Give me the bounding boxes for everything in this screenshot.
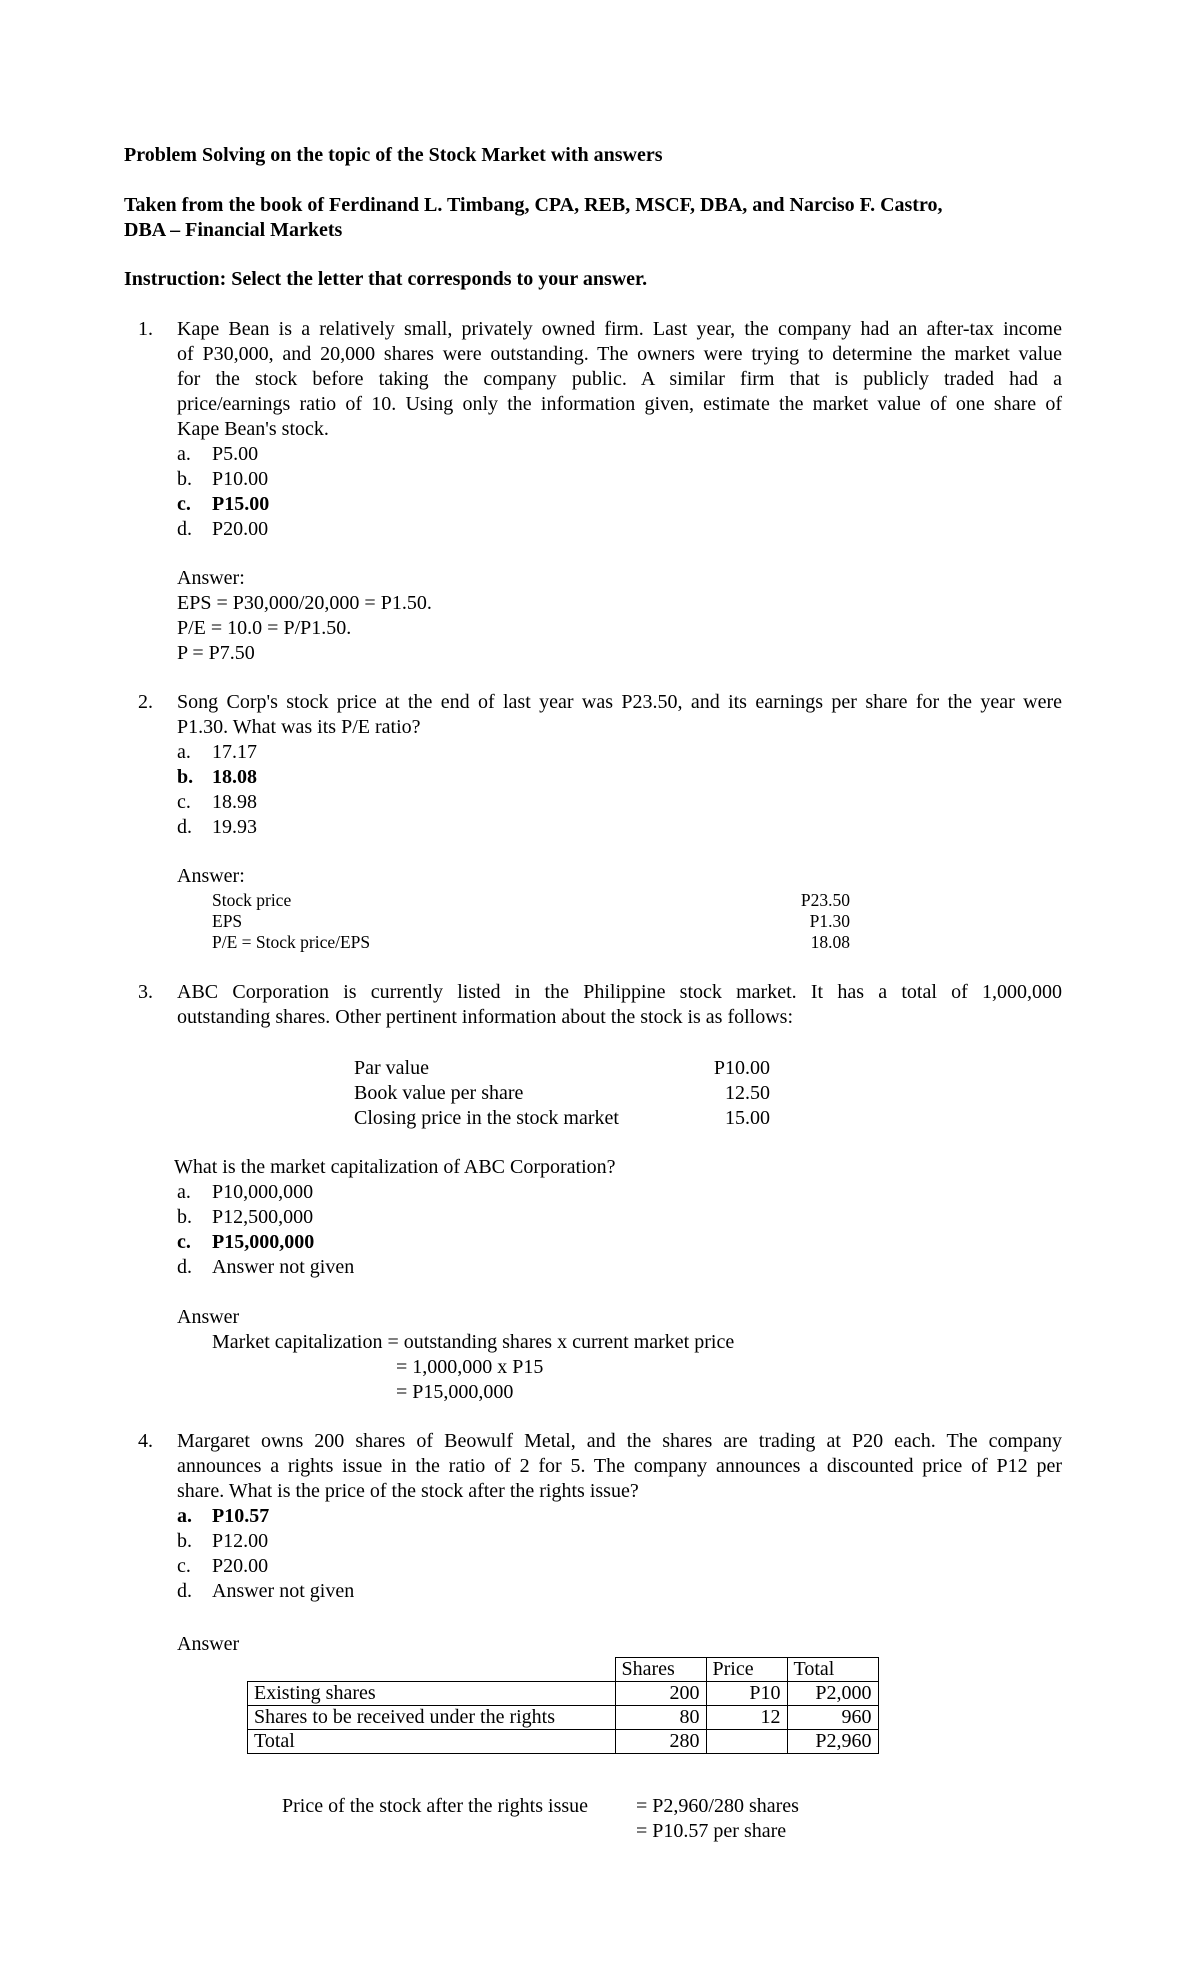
table-cell-label: Existing shares — [248, 1682, 616, 1706]
answer-line: P = P7.50 — [177, 642, 255, 664]
option-letter: d. — [177, 816, 192, 838]
table-cell: P2,960 — [787, 1730, 878, 1754]
option-text: Answer not given — [212, 1580, 355, 1602]
option-letter: b. — [177, 1530, 192, 1552]
answer-label: Answer — [177, 1633, 240, 1655]
info-row-value: 15.00 — [725, 1107, 770, 1129]
option-text: P10.00 — [212, 468, 269, 490]
option-text-correct: 18.08 — [212, 766, 257, 788]
answer-label: Answer — [177, 1306, 240, 1328]
table-cell: P10 — [706, 1682, 787, 1706]
table-row — [248, 1682, 879, 1706]
table-cell: 280 — [615, 1730, 706, 1754]
answer-label: Answer: — [177, 567, 245, 589]
option-text: P20.00 — [212, 518, 269, 540]
table-cell — [706, 1730, 787, 1754]
table-header: Total — [787, 1658, 878, 1682]
option-letter: c. — [177, 1555, 191, 1577]
option-text-correct: P15.00 — [212, 493, 270, 515]
option-text-correct: P10.57 — [212, 1505, 270, 1527]
question-3-prompt: What is the market capitalization of ABC Corporation? — [174, 1156, 616, 1178]
option-letter: a. — [177, 1181, 191, 1203]
question-1-text — [177, 317, 1062, 442]
answer-row-label: P/E = Stock price/EPS — [212, 932, 371, 952]
option-text: P5.00 — [212, 443, 259, 465]
table-cell: 960 — [787, 1706, 878, 1730]
result-line: = P10.57 per share — [636, 1820, 787, 1842]
question-line: of P30,000, and 20,000 shares were outstanding. The owners were trying to determine the market value — [177, 343, 1062, 365]
option-text: 19.93 — [212, 816, 257, 838]
table-header-row — [248, 1658, 879, 1682]
option-letter-correct: b. — [177, 766, 194, 788]
question-line: Kape Bean is a relatively small, privately owned firm. Last year, the company had an after-tax income — [177, 318, 1062, 340]
question-number: 1. — [138, 318, 153, 340]
option-letter: d. — [177, 1256, 192, 1278]
option-text: 17.17 — [212, 741, 257, 763]
source-line-1: Taken from the book of Ferdinand L. Timbang, CPA, REB, MSCF, DBA, and Narciso F. Castro, — [124, 194, 943, 216]
option-text: P12,500,000 — [212, 1206, 314, 1228]
result-label: Price of the stock after the rights issue — [282, 1795, 589, 1817]
option-text: P20.00 — [212, 1555, 269, 1577]
info-row-value: 12.50 — [725, 1082, 770, 1104]
question-line: P1.30. What was its P/E ratio? — [177, 716, 421, 738]
answer-line: = P15,000,000 — [396, 1381, 514, 1403]
question-number: 4. — [138, 1430, 153, 1452]
answer-line: Market capitalization = outstanding shares x current market price — [212, 1331, 735, 1353]
answer-row-value: 18.08 — [810, 932, 850, 952]
table-cell: 80 — [615, 1706, 706, 1730]
option-letter: b. — [177, 1206, 192, 1228]
option-letter: a. — [177, 443, 191, 465]
table-cell-label: Total — [248, 1730, 616, 1754]
option-text: P10,000,000 — [212, 1181, 314, 1203]
info-row-label: Book value per share — [354, 1082, 524, 1104]
option-letter: a. — [177, 741, 191, 763]
question-number: 3. — [138, 981, 153, 1003]
option-letter: c. — [177, 791, 191, 813]
answer-line: = 1,000,000 x P15 — [396, 1356, 544, 1378]
rights-issue-table — [247, 1657, 879, 1754]
question-2-text — [177, 690, 1062, 740]
answer-line: EPS = P30,000/20,000 = P1.50. — [177, 592, 432, 614]
question-line: for the stock before taking the company public. A similar firm that is publicly traded had a — [177, 368, 1062, 390]
table-row — [248, 1706, 879, 1730]
option-letter-correct: c. — [177, 493, 191, 515]
table-row — [248, 1730, 879, 1754]
question-line: share. What is the price of the stock after the rights issue? — [177, 1480, 639, 1502]
question-number: 2. — [138, 691, 153, 713]
option-letter-correct: a. — [177, 1505, 192, 1527]
option-letter: b. — [177, 468, 192, 490]
answer-row-value: P23.50 — [800, 890, 850, 910]
table-cell-label: Shares to be received under the rights — [248, 1706, 616, 1730]
answer-row-label: EPS — [212, 911, 243, 931]
option-text: P12.00 — [212, 1530, 269, 1552]
table-header: Shares — [615, 1658, 706, 1682]
table-cell: P2,000 — [787, 1682, 878, 1706]
instruction: Instruction: Select the letter that corresponds to your answer. — [124, 268, 648, 290]
option-letter-correct: c. — [177, 1231, 191, 1253]
question-line: announces a rights issue in the ratio of 2 for 5. The company announces a discounted price of P12 per — [177, 1455, 1062, 1477]
table-header: Price — [706, 1658, 787, 1682]
question-4-text — [177, 1429, 1062, 1504]
question-3-text — [177, 980, 1062, 1030]
option-letter: d. — [177, 518, 192, 540]
source-line-2: DBA – Financial Markets — [124, 219, 343, 241]
table-cell: 12 — [706, 1706, 787, 1730]
question-line: outstanding shares. Other pertinent information about the stock is as follows: — [177, 1006, 793, 1028]
answer-row-label: Stock price — [212, 890, 292, 910]
option-text: 18.98 — [212, 791, 257, 813]
option-text: Answer not given — [212, 1256, 355, 1278]
question-line: price/earnings ratio of 10. Using only the information given, estimate the market value of one share of — [177, 393, 1062, 415]
question-line: Song Corp's stock price at the end of last year was P23.50, and its earnings per share for the year were — [177, 691, 1062, 713]
info-row-label: Par value — [354, 1057, 429, 1079]
result-line: = P2,960/280 shares — [636, 1795, 799, 1817]
question-line: Margaret owns 200 shares of Beowulf Metal, and the shares are trading at P20 each. The company — [177, 1430, 1062, 1452]
option-text-correct: P15,000,000 — [212, 1231, 315, 1253]
info-row-label: Closing price in the stock market — [354, 1107, 619, 1129]
question-line: Kape Bean's stock. — [177, 418, 329, 440]
answer-line: P/E = 10.0 = P/P1.50. — [177, 617, 352, 639]
option-letter: d. — [177, 1580, 192, 1602]
question-line: ABC Corporation is currently listed in the Philippine stock market. It has a total of 1,000,000 — [177, 981, 1062, 1003]
answer-row-value: P1.30 — [809, 911, 850, 931]
table-cell: 200 — [615, 1682, 706, 1706]
answer-label: Answer: — [177, 865, 245, 887]
document-title: Problem Solving on the topic of the Stock Market with answers — [124, 144, 663, 166]
info-row-value: P10.00 — [713, 1057, 770, 1079]
